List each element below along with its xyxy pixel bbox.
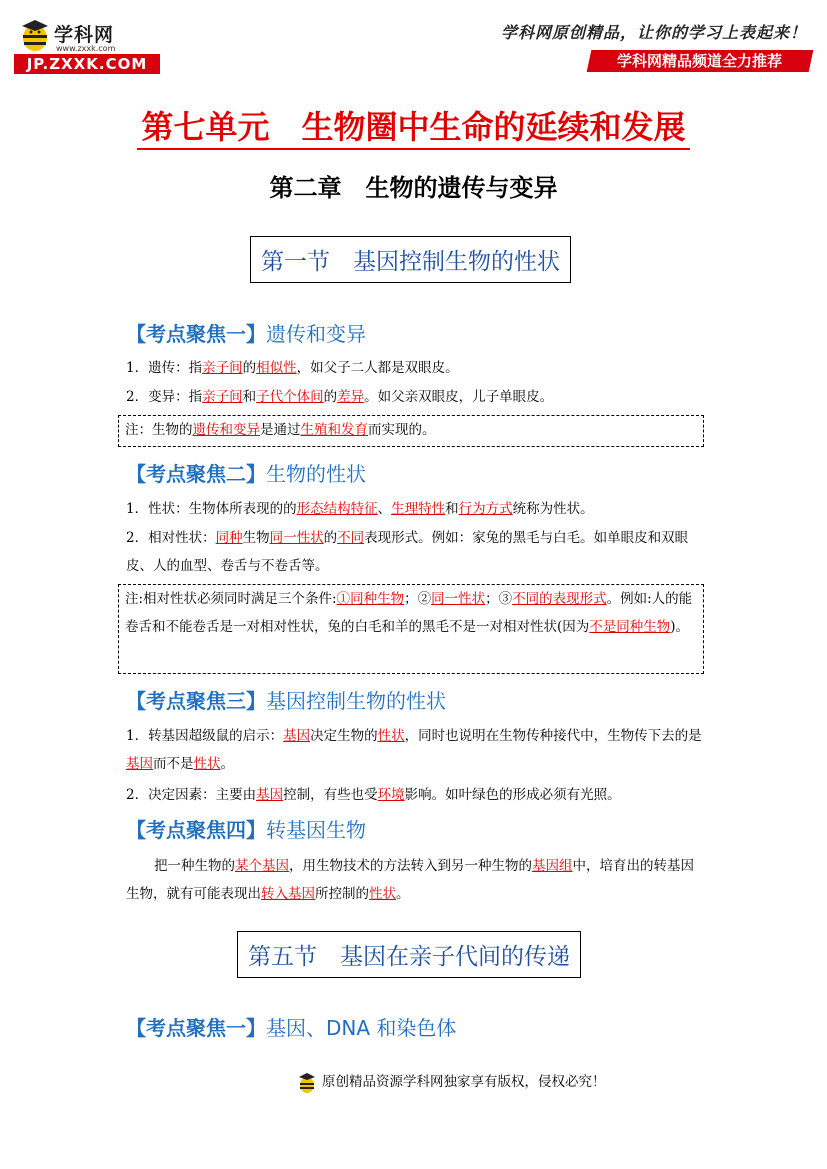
paragraph-determinants: 2．决定因素：主要由基因控制，有些也受环境影响。如叶绿色的形成必须有光照。	[126, 787, 621, 803]
logo-text: 学科网	[54, 24, 115, 46]
paragraph-transgenic-organism: 把一种生物的某个基因，用生物技术的方法转入到另一种生物的基因组中，培育出的转基因生物，就有可能表现出转入基因所控制的性状。	[126, 858, 694, 902]
paragraph-variation: 2．变异：指亲子间和子代个体间的差异。如父亲双眼皮，儿子单眼皮。	[126, 389, 554, 405]
site-logo[interactable]	[14, 18, 164, 76]
section-title-5: 第五节 基因在亲子代间的传递	[237, 931, 581, 978]
focus-heading-5: 【考点聚焦一】基因、DNA 和染色体	[126, 1016, 457, 1040]
note-box-1: 注：生物的遗传和变异是通过生殖和发育而实现的。	[118, 415, 704, 447]
focus-heading-1: 【考点聚焦一】遗传和变异	[126, 322, 366, 346]
logo-small-url: www.zxxk.com	[56, 44, 116, 53]
bee-mascot-icon	[296, 1072, 318, 1094]
copyright-footer: 原创精品资源学科网独家享有版权，侵权必究！	[296, 1070, 606, 1094]
note-box-2: 注:相对性状必须同时满足三个条件:①同种生物；②同一性状；③不同的表现形式。例如:人的能卷舌和不能卷舌是一对相对性状，兔的白毛和羊的黑毛不是一对相对性状(因为不是同种生物)。	[118, 584, 704, 674]
chapter-title: 第二章 生物的遗传与变异	[269, 173, 558, 202]
recommend-banner	[587, 50, 814, 72]
paragraph-trait: 1．性状：生物体所表现的的形态结构特征、生理特性和行为方式统称为性状。	[126, 501, 594, 517]
focus-heading-3: 【考点聚焦三】基因控制生物的性状	[126, 689, 446, 713]
bee-mascot-icon	[18, 18, 52, 54]
header-slogan: 学科网原创精品，让你的学习上表起来！	[500, 23, 807, 42]
logo-url-bar[interactable]: JP.ZXXK.COM	[14, 54, 160, 74]
paragraph-heredity: 1．遗传：指亲子间的相似性，如父子二人都是双眼皮。	[126, 360, 459, 376]
focus-heading-4: 【考点聚焦四】转基因生物	[126, 818, 366, 842]
recommend-text: 学科网精品频道全力推荐	[617, 52, 783, 70]
paragraph-transgenic-mouse: 1．转基因超级鼠的启示：基因决定生物的性状，同时也说明在生物传种接代中，生物传下去的是基因而不是性状。	[126, 728, 702, 772]
paragraph-relative-trait: 2．相对性状：同种生物同一性状的不同表现形式。例如：家兔的黑毛与白毛。如单眼皮和双眼皮、人的血型、卷舌与不卷舌等。	[126, 530, 689, 574]
unit-title: 第七单元 生物圈中生命的延续和发展	[0, 102, 827, 148]
section-title-1: 第一节 基因控制生物的性状	[250, 236, 571, 283]
focus-heading-2: 【考点聚焦二】生物的性状	[126, 462, 366, 486]
